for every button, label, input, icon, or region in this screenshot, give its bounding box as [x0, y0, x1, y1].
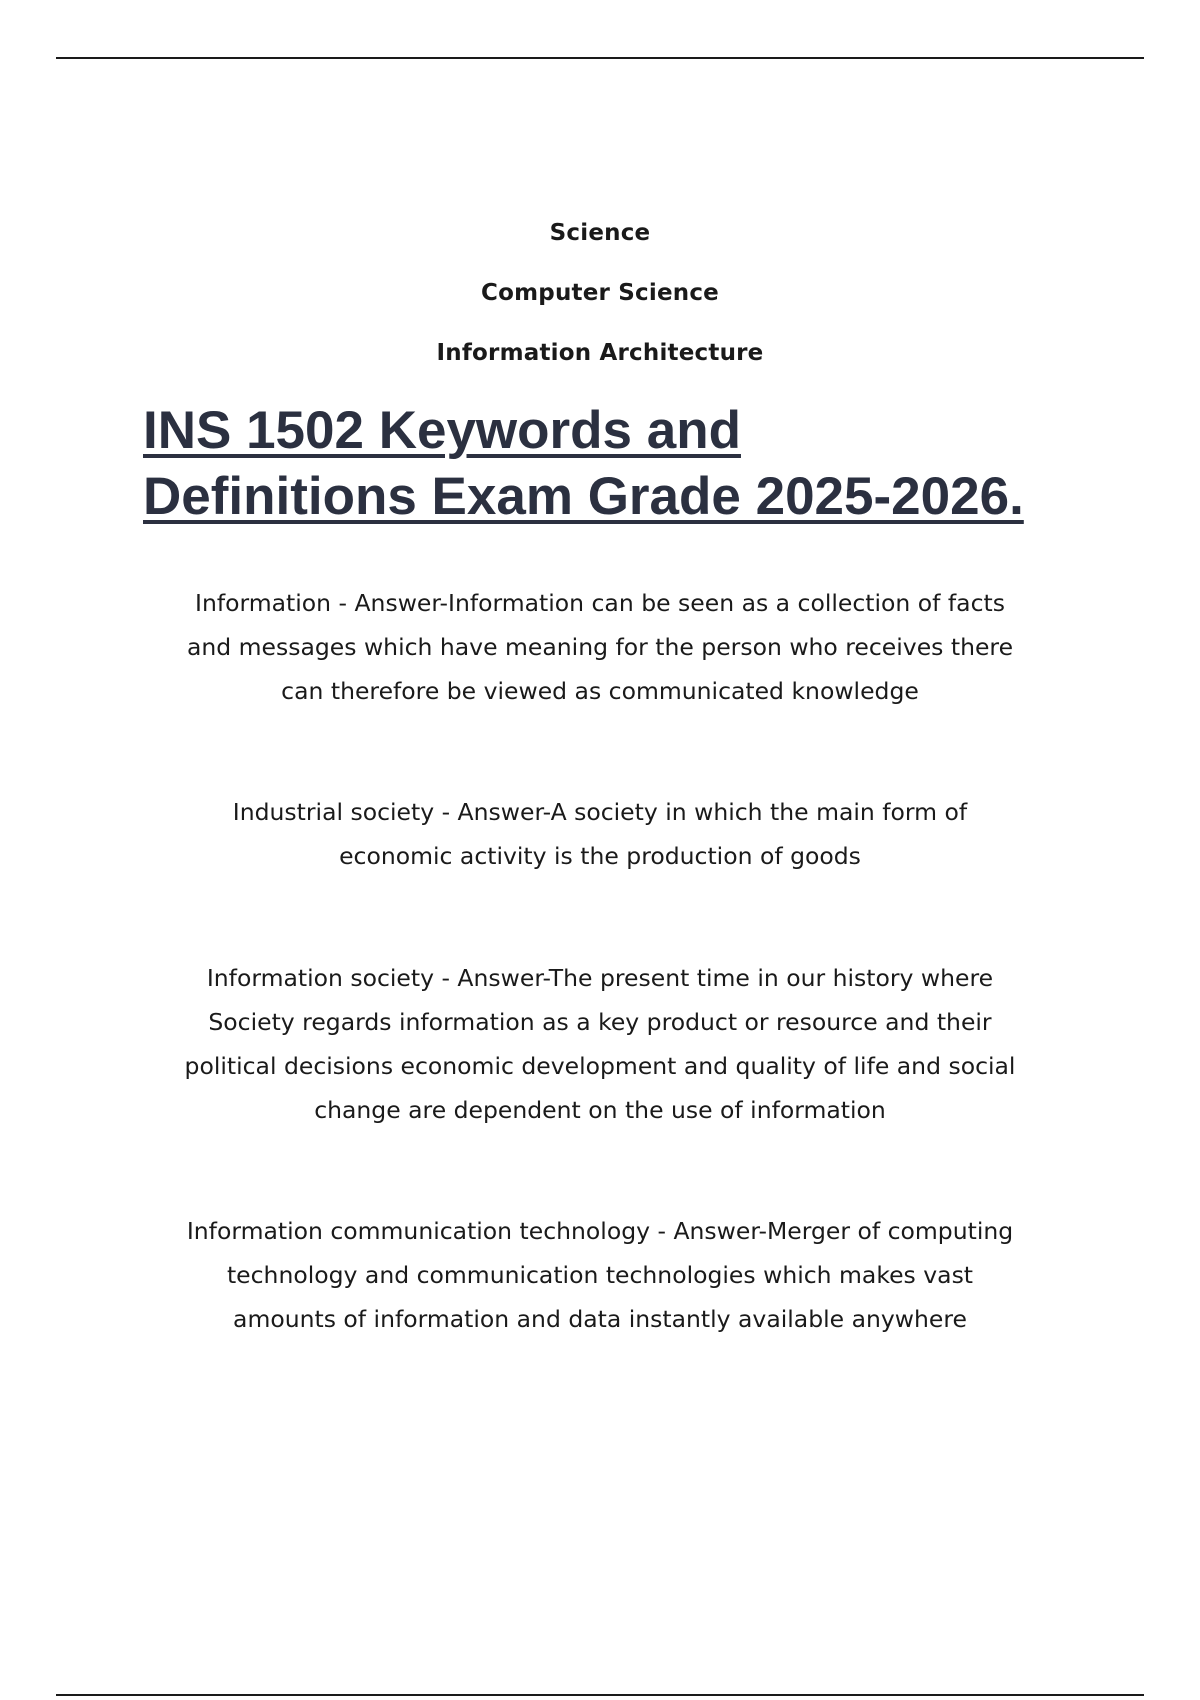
- entry-line: technology and communication technologies which makes vast: [226, 1261, 974, 1289]
- entry-line: Information communication technology - Answer-Merger of computing: [186, 1217, 1014, 1245]
- document-title: [143, 398, 1103, 530]
- entry-line: and messages which have meaning for the person who receives there: [186, 633, 1014, 661]
- entry-line: political decisions economic development and quality of life and social: [184, 1052, 1016, 1080]
- entry-line: Information - Answer-Information can be seen as a collection of facts: [195, 589, 1005, 617]
- category-computer-science: Computer Science: [481, 280, 719, 306]
- definition-entry-information-society: [140, 956, 1060, 1132]
- entry-line: economic activity is the production of goods: [339, 842, 861, 870]
- entry-line: can therefore be viewed as communicated knowledge: [281, 677, 919, 705]
- entry-line: Information society - Answer-The present time in our history where: [206, 964, 994, 992]
- definition-entry-industrial-society: [140, 790, 1060, 878]
- category-science: Science: [549, 220, 651, 246]
- category-information-architecture: Information Architecture: [436, 340, 764, 366]
- entry-line: amounts of information and data instantly available anywhere: [233, 1305, 967, 1333]
- document-title-line-1: INS 1502 Keywords and: [143, 401, 741, 460]
- entry-line: Society regards information as a key product or resource and their: [208, 1008, 992, 1036]
- definition-entry-information: [140, 581, 1060, 713]
- document-title-line-2: Definitions Exam Grade 2025-2026.: [143, 467, 1024, 526]
- bottom-divider: [56, 1694, 1144, 1696]
- definition-entry-ict: [140, 1209, 1060, 1341]
- entry-line: change are dependent on the use of information: [314, 1096, 886, 1124]
- entry-line: Industrial society - Answer-A society in which the main form of: [232, 798, 968, 826]
- top-divider: [56, 57, 1144, 59]
